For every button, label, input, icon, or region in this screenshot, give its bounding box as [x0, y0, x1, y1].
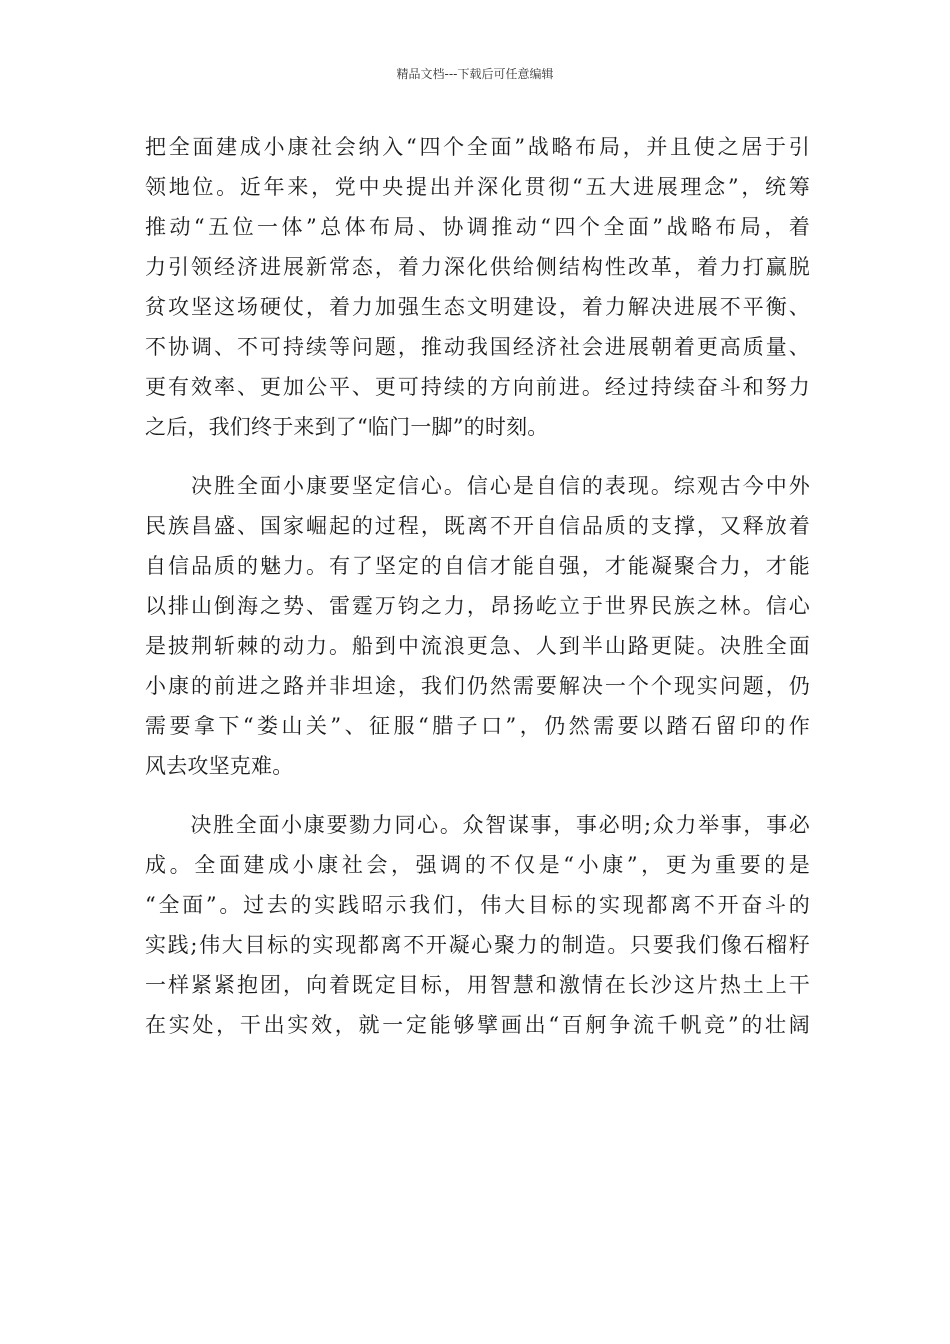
page-header: 精品文档---下载后可任意编辑 — [396, 67, 554, 81]
text-line: 决胜全面小康要勠力同心。众智谋事，事必明;众力举事，事必 — [145, 813, 810, 837]
paragraph-1 — [145, 127, 810, 447]
text-line: 领地位。近年来，党中央提出并深化贯彻“五大进展理念”，统筹 — [145, 175, 810, 199]
text-line: 需要拿下“娄山关”、征服“腊子口”，仍然需要以踏石留印的作 — [145, 714, 810, 738]
paragraph-gap — [145, 447, 810, 466]
text-line: 民族昌盛、国家崛起的过程，既离不开自信品质的支撑，又释放着 — [145, 514, 810, 538]
text-line: 小康的前进之路并非坦途，我们仍然需要解决一个个现实问题，仍 — [145, 674, 810, 698]
paragraph-gap — [145, 786, 810, 805]
text-line: 实践;伟大目标的实现都离不开凝心聚力的制造。只要我们像石榴籽 — [145, 933, 810, 957]
text-line: 推动“五位一体”总体布局、协调推动“四个全面”战略布局，着 — [145, 215, 810, 239]
text-line: 自信品质的魅力。有了坚定的自信才能自强，才能凝聚合力，才能 — [145, 554, 810, 578]
text-line: 在实处，干出实效，就一定能够擘画出“百舸争流千帆竞”的壮阔 — [145, 1013, 810, 1037]
paragraph-3 — [145, 805, 810, 1045]
text-line: 贫攻坚这场硬仗，着力加强生态文明建设，着力解决进展不平衡、 — [145, 295, 810, 319]
text-line: 更有效率、更加公平、更可持续的方向前进。经过持续奋斗和努力 — [145, 375, 810, 399]
text-line: 是披荆斩棘的动力。船到中流浪更急、人到半山路更陡。决胜全面 — [145, 634, 810, 658]
text-line: 之后，我们终于来到了“临门一脚”的时刻。 — [145, 415, 549, 439]
document-body — [145, 127, 810, 1045]
text-line: 力引领经济进展新常态，着力深化供给侧结构性改革，着力打赢脱 — [145, 255, 810, 279]
paragraph-2 — [145, 466, 810, 786]
text-line: 成。全面建成小康社会，强调的不仅是“小康”，更为重要的是 — [145, 853, 810, 877]
text-line: 把全面建成小康社会纳入“四个全面”战略布局，并且使之居于引 — [145, 135, 810, 159]
text-line: 一样紧紧抱团，向着既定目标，用智慧和激情在长沙这片热土上干 — [145, 973, 810, 997]
text-line: 决胜全面小康要坚定信心。信心是自信的表现。综观古今中外 — [145, 474, 810, 498]
text-line: 风去攻坚克难。 — [145, 754, 294, 778]
text-line: “全面”。过去的实践昭示我们，伟大目标的实现都离不开奋斗的 — [145, 893, 810, 917]
text-line: 以排山倒海之势、雷霆万钧之力，昂扬屹立于世界民族之林。信心 — [145, 594, 810, 618]
text-line: 不协调、不可持续等问题，推动我国经济社会进展朝着更高质量、 — [145, 335, 810, 359]
